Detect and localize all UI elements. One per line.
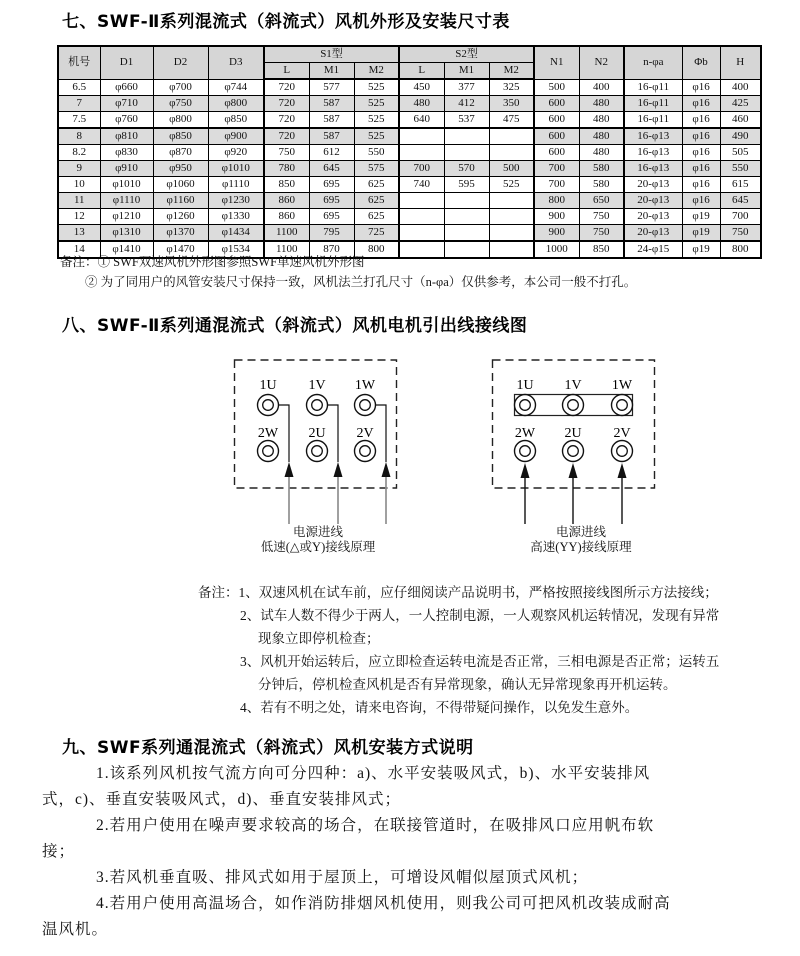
table-cell bbox=[399, 145, 444, 161]
table-cell: 695 bbox=[309, 177, 354, 193]
table-cell: φ810 bbox=[100, 128, 153, 145]
table-cell: 850 bbox=[264, 177, 309, 193]
terminal-2v-outer bbox=[612, 441, 633, 462]
table-cell: φ750 bbox=[153, 96, 208, 112]
terminal-label-1w: 1W bbox=[354, 378, 376, 393]
table-cell: 525 bbox=[354, 112, 399, 129]
table-cell: φ870 bbox=[153, 145, 208, 161]
table-cell: φ800 bbox=[208, 96, 264, 112]
table-cell: 11 bbox=[58, 193, 100, 209]
caption-low-speed bbox=[233, 525, 403, 554]
table-cell: φ1110 bbox=[100, 193, 153, 209]
table-cell: 645 bbox=[309, 161, 354, 177]
table-cell: 575 bbox=[354, 161, 399, 177]
table-cell: φ16 bbox=[682, 145, 720, 161]
table-cell bbox=[489, 128, 534, 145]
table-cell bbox=[399, 225, 444, 242]
table-cell: 860 bbox=[264, 193, 309, 209]
table-cell: 800 bbox=[354, 241, 399, 258]
caption-high-line1: 电源进线 bbox=[555, 525, 606, 539]
table-cell: 870 bbox=[309, 241, 354, 258]
text-line: 2.若用户使用在噪声要求较高的场合，在联接管道时，在吸排风口应用帆布软 bbox=[96, 817, 655, 834]
terminal-1w-outer bbox=[355, 395, 376, 416]
terminal-1v-outer bbox=[563, 395, 584, 416]
table-cell: 750 bbox=[579, 209, 624, 225]
section8-title: 八、SWF-Ⅱ系列通混流式（斜流式）风机电机引出线接线图 bbox=[62, 316, 528, 336]
table-cell: 750 bbox=[579, 225, 624, 242]
table-row bbox=[58, 177, 761, 193]
header-s2-m2: M2 bbox=[489, 63, 534, 80]
table-cell: 587 bbox=[309, 96, 354, 112]
table-cell: 13 bbox=[58, 225, 100, 242]
table-cell: 600 bbox=[534, 145, 579, 161]
wire-1u bbox=[279, 405, 290, 462]
table-cell: 16-φ11 bbox=[624, 112, 682, 129]
table-cell: 480 bbox=[579, 145, 624, 161]
table-row bbox=[58, 79, 761, 96]
terminal-1w-outer bbox=[612, 395, 633, 416]
table-cell: 800 bbox=[534, 193, 579, 209]
table-cell: φ16 bbox=[682, 128, 720, 145]
table-cell bbox=[444, 225, 489, 242]
dimensions-table bbox=[57, 45, 762, 259]
table-cell: 650 bbox=[579, 193, 624, 209]
table-cell: φ19 bbox=[682, 209, 720, 225]
table-cell: 850 bbox=[579, 241, 624, 258]
table-cell: 400 bbox=[720, 79, 761, 96]
wire-1w bbox=[376, 405, 387, 462]
header-machine: 机号 bbox=[58, 46, 100, 79]
table-cell: 577 bbox=[309, 79, 354, 96]
header-phi-b: Φb bbox=[682, 46, 720, 79]
header-n1: N1 bbox=[534, 46, 579, 79]
table-cell: φ800 bbox=[153, 112, 208, 129]
table-row bbox=[58, 128, 761, 145]
note-line: 现象立即停机检查； bbox=[258, 631, 380, 646]
table-cell: 480 bbox=[579, 96, 624, 112]
table-cell: 800 bbox=[720, 241, 761, 258]
table-cell: 8 bbox=[58, 128, 100, 145]
header-s1-group: S1型 bbox=[264, 46, 399, 63]
table-cell: φ900 bbox=[208, 128, 264, 145]
table-cell bbox=[399, 241, 444, 258]
terminal-label-1v: 1V bbox=[564, 378, 582, 393]
table-cell: 720 bbox=[264, 128, 309, 145]
header-s2-group: S2型 bbox=[399, 46, 534, 63]
table-cell: 525 bbox=[354, 128, 399, 145]
table-cell: φ1330 bbox=[208, 209, 264, 225]
header-s1-l: L bbox=[264, 63, 309, 80]
section8-notes bbox=[198, 581, 719, 719]
table-cell: 550 bbox=[354, 145, 399, 161]
terminal-label-2w: 2W bbox=[514, 426, 536, 441]
table-cell: 480 bbox=[579, 112, 624, 129]
table-cell: 700 bbox=[399, 161, 444, 177]
caption-high-line2: 高速(YY)接线原理 bbox=[530, 539, 632, 554]
table-cell: φ1160 bbox=[153, 193, 208, 209]
table-cell: 1100 bbox=[264, 225, 309, 242]
table-cell: 900 bbox=[534, 209, 579, 225]
table-cell: 612 bbox=[309, 145, 354, 161]
table-cell: φ16 bbox=[682, 193, 720, 209]
terminal-label-2u: 2U bbox=[308, 426, 326, 441]
arrow-up-icon bbox=[521, 463, 530, 478]
terminal-label-1w: 1W bbox=[611, 378, 633, 393]
table-cell: φ850 bbox=[208, 112, 264, 129]
table-cell: 695 bbox=[309, 193, 354, 209]
table-cell: 740 bbox=[399, 177, 444, 193]
table-cell: 700 bbox=[720, 209, 761, 225]
table-cell: 7.5 bbox=[58, 112, 100, 129]
table-cell: 6.5 bbox=[58, 79, 100, 96]
table-cell: 625 bbox=[354, 193, 399, 209]
table-cell: 425 bbox=[720, 96, 761, 112]
table-cell bbox=[444, 145, 489, 161]
table-cell: 16-φ11 bbox=[624, 96, 682, 112]
section9-title: 九、SWF系列通混流式（斜流式）风机安装方式说明 bbox=[62, 738, 474, 758]
table-cell bbox=[489, 145, 534, 161]
table-cell: 537 bbox=[444, 112, 489, 129]
table-cell: φ760 bbox=[100, 112, 153, 129]
table-cell: 400 bbox=[579, 79, 624, 96]
table-cell: 24-φ15 bbox=[624, 241, 682, 258]
table-cell: 725 bbox=[354, 225, 399, 242]
header-h: H bbox=[720, 46, 761, 79]
table-cell: 325 bbox=[489, 79, 534, 96]
table-cell bbox=[399, 193, 444, 209]
note-line: 分钟后，停机检查风机是否有异常现象，确认无异常现象再开机运转。 bbox=[258, 677, 677, 692]
table-row bbox=[58, 225, 761, 242]
table-cell: φ16 bbox=[682, 96, 720, 112]
table-cell: φ744 bbox=[208, 79, 264, 96]
table-cell: 480 bbox=[579, 128, 624, 145]
terminal-label-2v: 2V bbox=[356, 426, 374, 441]
wiring-diagram-low-speed bbox=[233, 358, 398, 528]
table-row bbox=[58, 209, 761, 225]
table-cell: φ16 bbox=[682, 161, 720, 177]
table-cell: 720 bbox=[264, 79, 309, 96]
terminal-label-2v: 2V bbox=[613, 426, 631, 441]
table-cell: 600 bbox=[534, 112, 579, 129]
table-cell: 645 bbox=[720, 193, 761, 209]
terminal-2v-outer bbox=[355, 441, 376, 462]
table-cell: φ700 bbox=[153, 79, 208, 96]
text-line: 温风机。 bbox=[42, 921, 109, 938]
arrow-up-icon bbox=[285, 462, 294, 477]
table-cell: 500 bbox=[489, 161, 534, 177]
table-cell: 525 bbox=[489, 177, 534, 193]
table-cell: 14 bbox=[58, 241, 100, 258]
note-line: 2、试车人数不得少于两人，一人控制电源，一人观察风机运转情况，发现有异常 bbox=[240, 608, 720, 623]
table-cell: φ1210 bbox=[100, 209, 153, 225]
table-cell bbox=[399, 128, 444, 145]
header-s2-m1: M1 bbox=[444, 63, 489, 80]
table-cell: 505 bbox=[720, 145, 761, 161]
header-s1-m1: M1 bbox=[309, 63, 354, 80]
terminal-label-2w: 2W bbox=[257, 426, 279, 441]
table-cell: φ1434 bbox=[208, 225, 264, 242]
table-cell: 20-φ13 bbox=[624, 225, 682, 242]
table-cell: 20-φ13 bbox=[624, 177, 682, 193]
table-cell: φ1534 bbox=[208, 241, 264, 258]
table-cell: 600 bbox=[534, 96, 579, 112]
table-cell: φ920 bbox=[208, 145, 264, 161]
header-d3: D3 bbox=[208, 46, 264, 79]
arrow-up-icon bbox=[382, 462, 391, 477]
table-cell: φ910 bbox=[100, 161, 153, 177]
table-cell bbox=[489, 209, 534, 225]
table-cell: φ1370 bbox=[153, 225, 208, 242]
table-cell: φ1110 bbox=[208, 177, 264, 193]
table-cell: 525 bbox=[354, 79, 399, 96]
terminal-label-1u: 1U bbox=[516, 378, 534, 393]
table-cell: 475 bbox=[489, 112, 534, 129]
table-cell: 700 bbox=[534, 161, 579, 177]
table-cell: 700 bbox=[534, 177, 579, 193]
table-cell: 16-φ11 bbox=[624, 79, 682, 96]
table-row bbox=[58, 145, 761, 161]
table-cell: φ19 bbox=[682, 241, 720, 258]
table-cell: 20-φ13 bbox=[624, 193, 682, 209]
table-cell: 10 bbox=[58, 177, 100, 193]
table-cell: 625 bbox=[354, 209, 399, 225]
table-cell bbox=[444, 193, 489, 209]
header-n2: N2 bbox=[579, 46, 624, 79]
table-cell bbox=[444, 128, 489, 145]
table-cell: 600 bbox=[534, 128, 579, 145]
table-cell: φ950 bbox=[153, 161, 208, 177]
header-d1: D1 bbox=[100, 46, 153, 79]
table-cell bbox=[489, 193, 534, 209]
terminal-label-1v: 1V bbox=[308, 378, 326, 393]
table-cell: 377 bbox=[444, 79, 489, 96]
header-s2-l: L bbox=[399, 63, 444, 80]
table-cell: 412 bbox=[444, 96, 489, 112]
table-cell: φ1410 bbox=[100, 241, 153, 258]
table-cell: 490 bbox=[720, 128, 761, 145]
table-cell: 580 bbox=[579, 161, 624, 177]
table-cell: 450 bbox=[399, 79, 444, 96]
terminal-1u-outer bbox=[515, 395, 536, 416]
caption-low-line2: 低速(△或Y)接线原理 bbox=[260, 539, 376, 554]
table-cell: 595 bbox=[444, 177, 489, 193]
caption-high-speed bbox=[496, 525, 666, 554]
table-cell: 16-φ13 bbox=[624, 161, 682, 177]
table-cell: 500 bbox=[534, 79, 579, 96]
terminal-label-1u: 1U bbox=[259, 378, 277, 393]
header-n-phi-a: n-φa bbox=[624, 46, 682, 79]
table-cell: 720 bbox=[264, 112, 309, 129]
table-cell: 16-φ13 bbox=[624, 145, 682, 161]
table-cell: 625 bbox=[354, 177, 399, 193]
table-cell bbox=[489, 225, 534, 242]
table-cell: 550 bbox=[720, 161, 761, 177]
table-cell bbox=[444, 241, 489, 258]
table-cell bbox=[399, 209, 444, 225]
table-cell: 460 bbox=[720, 112, 761, 129]
table-cell: 350 bbox=[489, 96, 534, 112]
table-cell: φ1470 bbox=[153, 241, 208, 258]
table-cell: 525 bbox=[354, 96, 399, 112]
table-cell: φ1310 bbox=[100, 225, 153, 242]
header-d2: D2 bbox=[153, 46, 208, 79]
table-cell: φ1060 bbox=[153, 177, 208, 193]
terminal-1v-outer bbox=[307, 395, 328, 416]
table-cell: 1100 bbox=[264, 241, 309, 258]
table-cell: 16-φ13 bbox=[624, 128, 682, 145]
wiring-diagram-high-speed bbox=[491, 358, 656, 528]
table-cell: 580 bbox=[579, 177, 624, 193]
table-cell bbox=[444, 209, 489, 225]
text-line: 接； bbox=[42, 843, 76, 860]
arrow-up-icon bbox=[334, 462, 343, 477]
table-row bbox=[58, 193, 761, 209]
table-row bbox=[58, 112, 761, 129]
table-row bbox=[58, 161, 761, 177]
table-cell: φ16 bbox=[682, 112, 720, 129]
table-cell: 720 bbox=[264, 96, 309, 112]
table-cell: φ19 bbox=[682, 225, 720, 242]
terminal-2w-outer bbox=[258, 441, 279, 462]
section9-text bbox=[42, 761, 758, 943]
terminal-2u-outer bbox=[307, 441, 328, 462]
arrow-up-icon bbox=[569, 463, 578, 478]
terminal-2u-outer bbox=[563, 441, 584, 462]
text-line: 4.若用户使用高温场合，如作消防排烟风机使用，则我公司可把风机改装成耐高 bbox=[96, 895, 671, 912]
table-cell: φ850 bbox=[153, 128, 208, 145]
table-cell: 587 bbox=[309, 128, 354, 145]
table-cell bbox=[489, 241, 534, 258]
table-cell: 570 bbox=[444, 161, 489, 177]
table-header-row-1 bbox=[58, 46, 761, 63]
table-cell: φ1260 bbox=[153, 209, 208, 225]
table-cell: 795 bbox=[309, 225, 354, 242]
table-cell: φ16 bbox=[682, 177, 720, 193]
table-cell: 695 bbox=[309, 209, 354, 225]
table-cell: 640 bbox=[399, 112, 444, 129]
arrow-up-icon bbox=[618, 463, 627, 478]
table-cell: 1000 bbox=[534, 241, 579, 258]
table-cell: φ710 bbox=[100, 96, 153, 112]
table-cell: 20-φ13 bbox=[624, 209, 682, 225]
terminal-2w-outer bbox=[515, 441, 536, 462]
caption-low-line1: 电源进线 bbox=[292, 525, 343, 539]
table-cell: 780 bbox=[264, 161, 309, 177]
table-cell: 750 bbox=[720, 225, 761, 242]
table-cell: 12 bbox=[58, 209, 100, 225]
note-line: 4、若有不明之处，请来电咨询，不得带疑问操作，以免发生意外。 bbox=[240, 700, 639, 715]
table-cell: 8.2 bbox=[58, 145, 100, 161]
table-cell: 587 bbox=[309, 112, 354, 129]
table-cell: φ660 bbox=[100, 79, 153, 96]
text-line: 式，c)、垂直安装吸风式，d)、垂直安装排风式； bbox=[42, 791, 401, 808]
table-cell: 750 bbox=[264, 145, 309, 161]
table-cell: 900 bbox=[534, 225, 579, 242]
wire-1v bbox=[328, 405, 339, 462]
table-row bbox=[58, 96, 761, 112]
text-line: 1.该系列风机按气流方向可分四种：a)、水平安装吸风式，b)、水平安装排风 bbox=[96, 765, 651, 782]
table-cell: φ830 bbox=[100, 145, 153, 161]
table-note-2: ② 为了同用户的风管安装尺寸保持一致，风机法兰打孔尺寸（n-φa）仅供参考，本公司一般不打孔。 bbox=[85, 275, 637, 289]
table-cell: 615 bbox=[720, 177, 761, 193]
table-cell: φ1010 bbox=[100, 177, 153, 193]
table-note-1: 备注：① SWF双速风机外形图参照SWF单速风机外形图 bbox=[60, 255, 365, 269]
text-line: 3.若风机垂直吸、排风式如用于屋顶上，可增设风帽似屋顶式风机； bbox=[96, 869, 589, 886]
table-cell: φ1230 bbox=[208, 193, 264, 209]
table-cell: φ16 bbox=[682, 79, 720, 96]
section7-title: 七、SWF-Ⅱ系列混流式（斜流式）风机外形及安装尺寸表 bbox=[62, 12, 510, 32]
table-cell: 860 bbox=[264, 209, 309, 225]
table-cell: φ1010 bbox=[208, 161, 264, 177]
note-line: 3、风机开始运转后，应立即检查运转电流是否正常，三相电源是否正常；运转五 bbox=[240, 654, 720, 669]
terminal-label-2u: 2U bbox=[564, 426, 582, 441]
table-cell: 480 bbox=[399, 96, 444, 112]
note-line: 备注：1、双速风机在试车前，应仔细阅读产品说明书，严格按照接线图所示方法接线； bbox=[198, 585, 718, 600]
table-cell: 9 bbox=[58, 161, 100, 177]
header-s1-m2: M2 bbox=[354, 63, 399, 80]
terminal-1u-outer bbox=[258, 395, 279, 416]
table-cell: 7 bbox=[58, 96, 100, 112]
